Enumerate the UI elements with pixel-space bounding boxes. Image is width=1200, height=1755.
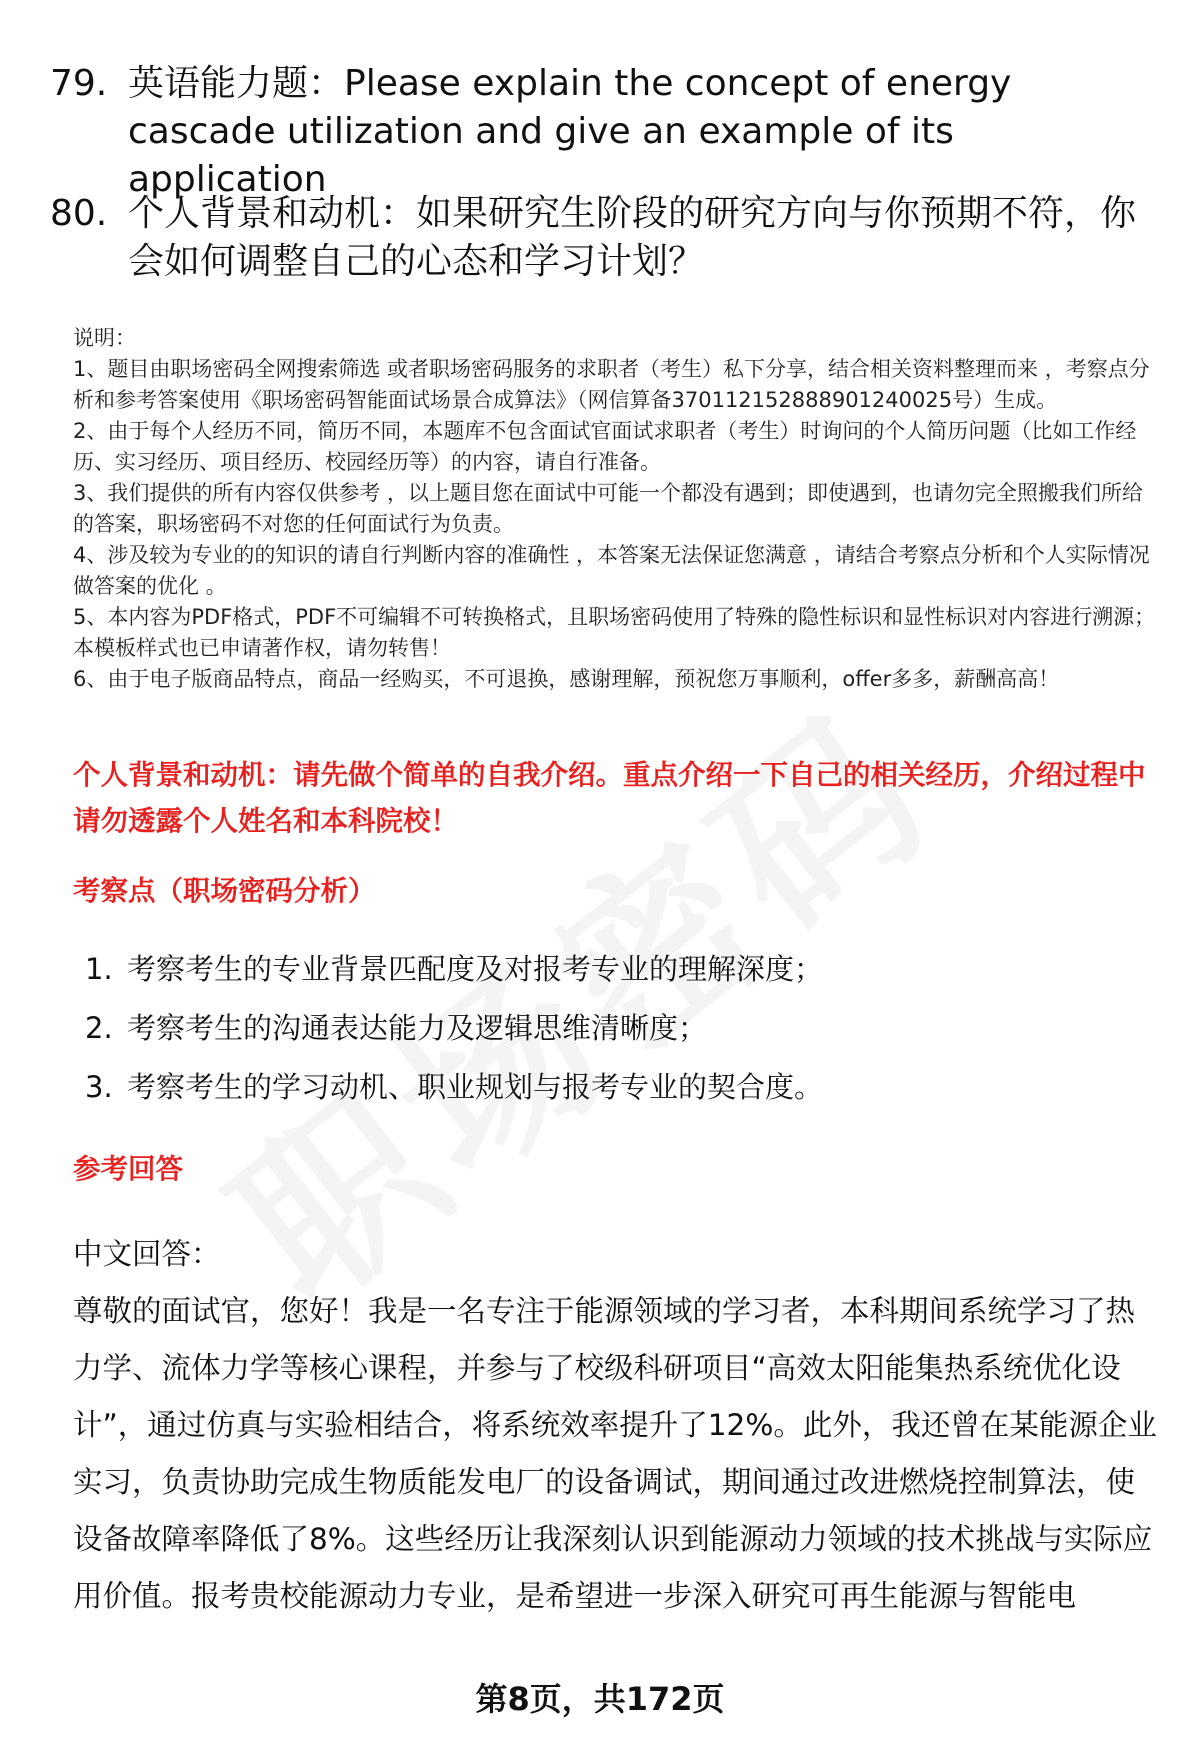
list-item-text: 考察考生的沟通表达能力及逻辑思维清晰度； — [127, 1011, 708, 1045]
question-number: 79. — [50, 63, 108, 104]
answer-label: 中文回答： — [73, 1237, 221, 1271]
list-item — [85, 940, 1085, 999]
list-item — [85, 999, 1085, 1058]
list-item-text: 考察考生的学习动机、职业规划与报考专业的契合度。 — [127, 1070, 824, 1104]
note-item: 3、我们提供的所有内容仅供参考 ，以上题目您在面试中可能一个都没有遇到；即使遇到，也请勿完全照搬我们所给的答案，职场密码不对您的任何面试行为负责。 — [73, 481, 1144, 536]
note-item: 2、由于每个人经历不同，简历不同，本题库不包含面试官面试求职者（考生）时询问的个人简历问题（比如工作经历、实习经历、项目经历、校园经历等）的内容，请自行准备。 — [73, 419, 1137, 474]
note-item: 1、题目由职场密码全网搜索筛选 或者职场密码服务的求职者（考生）私下分享，结合相关资料整理而来 ，考察点分析和参考答案使用《职场密码智能面试场景合成算法》（网信算备370112152888901240025号）生成。 — [73, 357, 1150, 412]
reference-answer-title: 参考回答 — [73, 1153, 183, 1185]
note-item: 5、本内容为PDF格式，PDF不可编辑不可转换格式，且职场密码使用了特殊的隐性标识和显性标识对内容进行溯源；本模板样式也已申请著作权，请勿转售！ — [73, 605, 1156, 660]
question-text: 英语能力题：Please explain the concept of energy cascade utilization and give an example of its application — [128, 63, 1012, 200]
section-question-title: 个人背景和动机：请先做个简单的自我介绍。重点介绍一下自己的相关经历，介绍过程中请勿透露个人姓名和本科院校！ — [73, 759, 1146, 837]
list-item-number: 1. — [85, 952, 113, 986]
list-item-number: 2. — [85, 1011, 113, 1045]
question-80 — [50, 190, 1160, 286]
disclaimer-notes — [73, 323, 1158, 695]
analysis-list — [85, 940, 1085, 1117]
note-item: 6、由于电子版商品特点，商品一经购买，不可退换，感谢理解，预祝您万事顺利，offer多多，薪酬高高！ — [73, 667, 1060, 691]
question-text: 个人背景和动机：如果研究生阶段的研究方向与你预期不符，你会如何调整自己的心态和学习计划？ — [128, 193, 1137, 282]
answer-text: 尊敬的面试官，您好！我是一名专注于能源领域的学习者，本科期间系统学习了热力学、流体力学等核心课程，并参与了校级科研项目“高效太阳能集热系统优化设计”，通过仿真与实验相结合，将系统效率提升了12%。此外，我还曾在某能源企业实习，负责协助完成生物质能发电厂的设备调试，期间通过改进燃烧控制算法，使设备故障率降低了8%。这些经历让我深刻认识到能源动力领域的技术挑战与实际应用价值。报考贵校能源动力专业，是希望进一步深入研究可再生能源与智能电 — [73, 1294, 1157, 1613]
question-79 — [50, 60, 1160, 204]
analysis-title: 考察点（职场密码分析） — [73, 875, 376, 907]
list-item — [85, 1058, 1085, 1117]
notes-heading: 说明： — [73, 326, 136, 350]
note-item: 4、涉及较为专业的的知识的请自行判断内容的准确性 ，本答案无法保证您满意 ，请结合考察点分析和个人实际情况做答案的优化 。 — [73, 543, 1150, 598]
list-item-number: 3. — [85, 1070, 113, 1104]
page-footer: 第8页，共172页 — [475, 1680, 725, 1718]
list-item-text: 考察考生的专业背景匹配度及对报考专业的理解深度； — [127, 952, 824, 986]
answer-body — [73, 1226, 1163, 1625]
question-number: 80. — [50, 193, 108, 234]
